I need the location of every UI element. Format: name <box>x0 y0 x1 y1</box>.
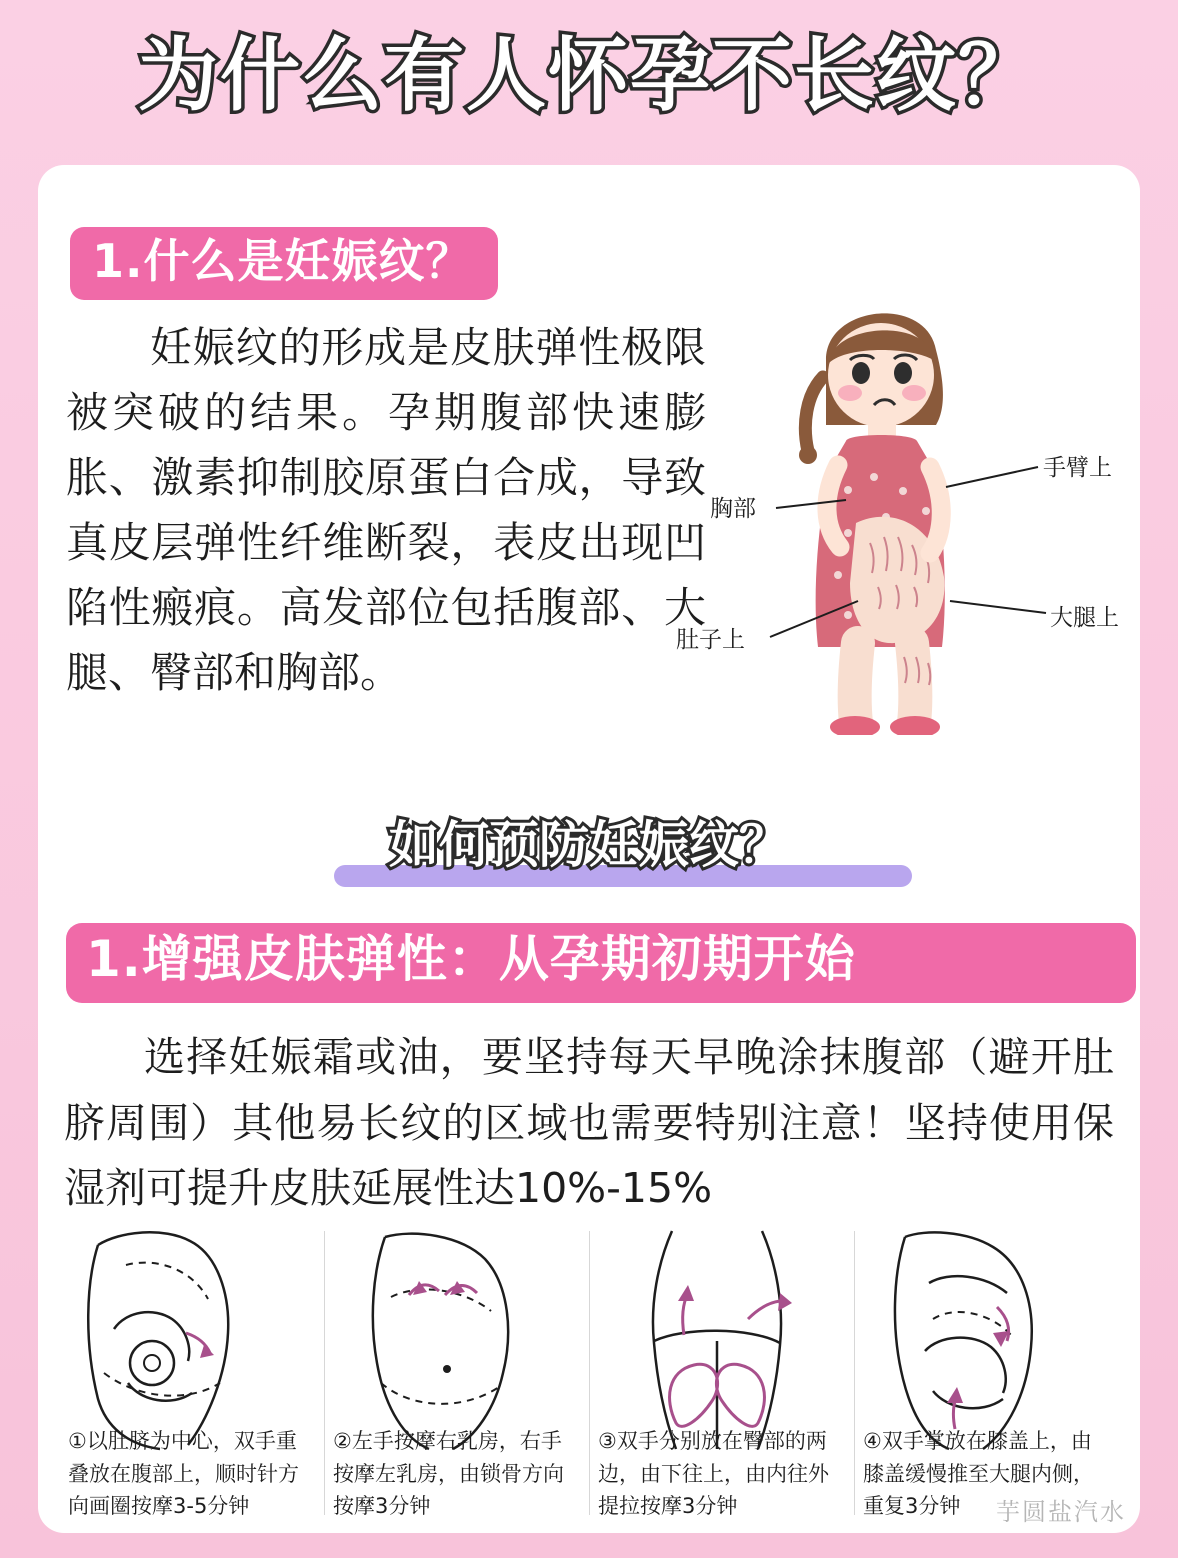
step2-breast-massage-icon <box>333 1223 583 1453</box>
step3-caption: ③双手分别放在臀部的两边，由下往上，由内往外提拉按摩3分钟 <box>598 1429 829 1519</box>
massage-step-4 <box>855 1223 1120 1523</box>
section2-heading: 1.增强皮肤弹性：从孕期初期开始 <box>66 923 1136 1003</box>
step1-caption: ①以肚脐为中心，双手重叠放在腹部上，顺时针方向画圈按摩3-5分钟 <box>68 1429 299 1519</box>
callout-arm: 手臂上 <box>1043 455 1112 481</box>
watermark: 芋圆盐汽水 <box>996 1498 1126 1526</box>
massage-step-2 <box>325 1223 590 1523</box>
section2-paragraph: 选择妊娠霜或油，要坚持每天早晚涂抹腹部（避开肚脐周围）其他易长纹的区域也需要特别注意！坚持使用保湿剂可提升皮肤延展性达10%-15% <box>64 1033 1114 1213</box>
section1-paragraph: 妊娠纹的形成是皮肤弹性极限被突破的结果。孕期腹部快速膨胀、激素抑制胶原蛋白合成，导致真皮层弹性纤维断裂，表皮出现凹陷性瘢痕。高发部位包括腹部、大腿、臀部和胸部。 <box>66 323 706 698</box>
page-title: 为什么有人怀孕不长纹？ <box>138 29 1040 122</box>
massage-step-1 <box>60 1223 325 1523</box>
callout-chest: 胸部 <box>710 496 756 522</box>
step4-caption: ④双手掌放在膝盖上，由膝盖缓慢推至大腿内侧，重复3分钟 <box>863 1429 1094 1519</box>
girl-figure-svg <box>698 265 1128 735</box>
massage-step-3 <box>590 1223 855 1523</box>
massage-steps <box>60 1223 1120 1523</box>
callout-belly: 肚子上 <box>676 627 745 653</box>
pregnant-woman-illustration <box>676 265 1128 735</box>
step4-knee-thigh-massage-icon <box>863 1223 1113 1453</box>
step2-caption: ②左手按摩右乳房，右手按摩左乳房，由锁骨方向按摩3分钟 <box>333 1429 564 1519</box>
step3-hip-massage-icon <box>598 1223 848 1453</box>
callout-thigh: 大腿上 <box>1050 605 1119 631</box>
content-card <box>38 165 1140 1533</box>
section1-heading: 1.什么是妊娠纹？ <box>70 227 498 300</box>
step1-belly-circle-massage-icon <box>68 1223 318 1453</box>
subheading: 如何预防妊娠纹？ <box>389 816 789 874</box>
